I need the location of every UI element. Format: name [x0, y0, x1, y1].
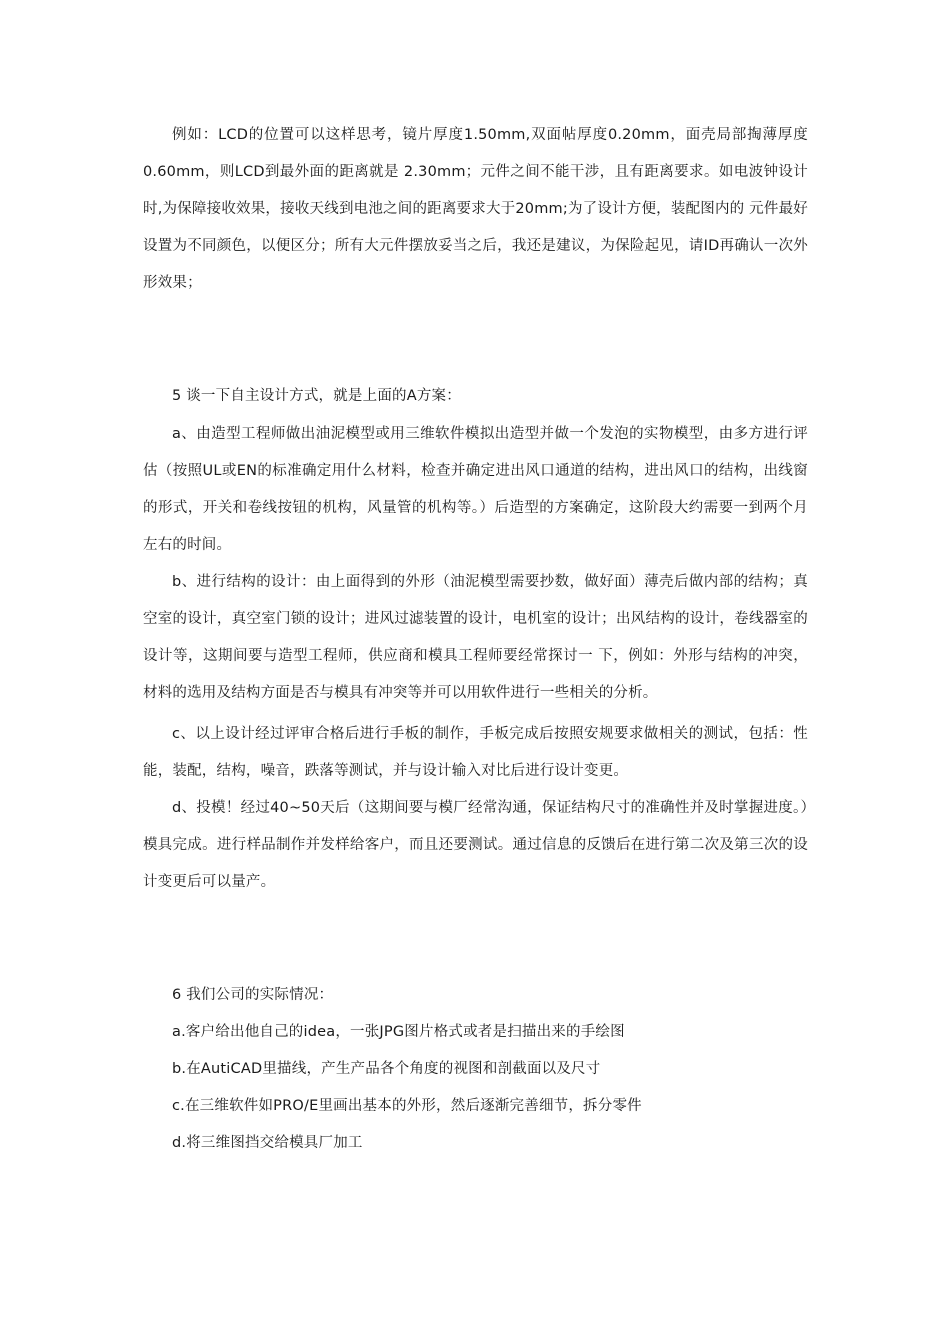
section-5-heading: 5 谈一下自主设计方式，就是上面的A方案：: [172, 388, 461, 404]
section-6-item-a: a.客户给出他自己的idea，一张JPG图片格式或者是扫描出来的手绘图: [172, 1024, 625, 1040]
section-5-item-a: a、由造型工程师做出油泥模型或用三维软件模拟出造型并做一个发泡的实物模型，由多方进行评估（按照UL或EN的标准确定用什么材料，检查并确定进出风口通道的结构，进出风口的结构，出线窗的形式，开关和卷线按钮的机构，风量管的机构等。）后造型的方案确定，这阶段大约需要一到两个月左右的时间。: [143, 426, 808, 553]
section-6-item-b: b.在AutiCAD里描线，产生产品各个角度的视图和剖截面以及尺寸: [172, 1061, 601, 1077]
section-5-item-d: d、投模！经过40~50天后（这期间要与模厂经常沟通，保证结构尺寸的准确性并及时掌握进度。）模具完成。进行样品制作并发样给客户，而且还要测试。通过信息的反馈后在进行第二次及第三次的设计变更后可以量产。: [143, 800, 808, 890]
paragraph-lcd-example: 例如：LCD的位置可以这样思考，镜片厚度1.50mm,双面帖厚度0.20mm，面壳局部掏薄厚度0.60mm，则LCD到最外面的距离就是 2.30mm；元件之间不能干涉，且有距离要求。如电波钟设计时,为保障接收效果，接收天线到电池之间的距离要求大于20mm;为了设计方便，装配图内的 元件最好设置为不同颜色，以便区分；所有大元件摆放妥当之后，我还是建议，为保险起见，请ID再确认一次外形效果；: [143, 127, 808, 291]
section-5-item-c: c、以上设计经过评审合格后进行手板的制作，手板完成后按照安规要求做相关的测试，包括：性能，装配，结构，噪音，跌落等测试，并与设计输入对比后进行设计变更。: [143, 726, 808, 779]
section-6-item-c: c.在三维软件如PRO/E里画出基本的外形，然后逐渐完善细节，拆分零件: [172, 1098, 642, 1114]
section-5-item-b: b、进行结构的设计：由上面得到的外形（油泥模型需要抄数，做好面）薄壳后做内部的结构；真空室的设计，真空室门锁的设计；进风过滤装置的设计，电机室的设计；出风结构的设计，卷线器室的设计等，这期间要与造型工程师，供应商和模具工程师要经常探讨一 下，例如：外形与结构的冲突，材料的选用及结构方面是否与模具有冲突等并可以用软件进行一些相关的分析。: [143, 574, 808, 701]
section-6-heading: 6 我们公司的实际情况：: [172, 987, 334, 1003]
section-6-item-d: d.将三维图挡交给模具厂加工: [172, 1135, 363, 1151]
